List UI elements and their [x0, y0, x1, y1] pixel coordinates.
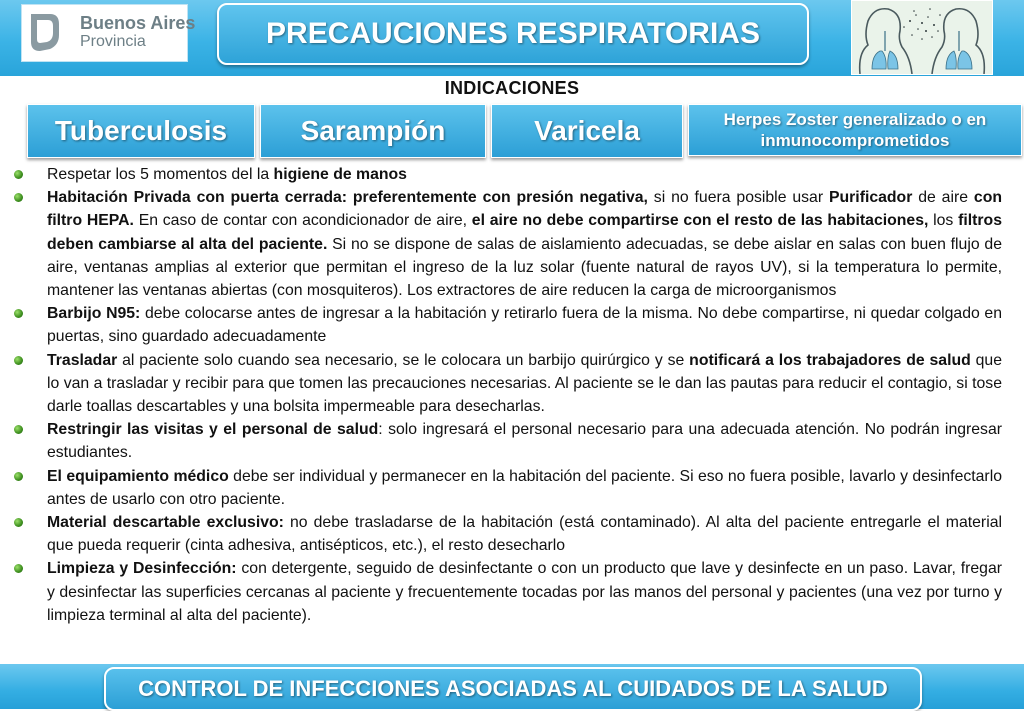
footer-title: CONTROL DE INFECCIONES ASOCIADAS AL CUIDADOS DE LA SALUD — [104, 667, 922, 711]
bullet-icon — [14, 356, 23, 365]
page-title: PRECAUCIONES RESPIRATORIAS — [217, 3, 809, 65]
lungs-illustration — [851, 0, 993, 75]
logo — [21, 4, 196, 62]
tab-tuberculosis[interactable]: Tuberculosis — [27, 104, 255, 158]
indications-list — [14, 163, 1002, 627]
item-text-bold: filtros deben cambiarse al alta del paciente. — [47, 212, 1002, 253]
list-item — [14, 557, 1002, 627]
item-text: Si no se dispone de salas de aislamiento adecuadas, se debe aislar en salas con buen flujo de aire, ventanas amplias al exterior que permitan el ingreso de la luz solar (fuente natural de rayos UV), si la temperatura lo permite, mantener las ventanas abiertas (con mosquiteros). Los extractores de aire reducen la carga de microorganismos — [47, 235, 1002, 300]
item-text-bold: Limpieza y Desinfección: — [47, 560, 237, 578]
item-text: : solo ingresará el personal necesario para una adecuada atención. No podrán ingresar estudiantes. — [47, 421, 1003, 462]
bullet-icon — [14, 472, 23, 481]
item-text-bold: notificará a los trabajadores de salud — [689, 351, 971, 369]
item-text: al paciente solo cuando sea necesario, se le colocara un barbijo quirúrgico y se — [117, 351, 690, 369]
list-item — [14, 465, 1002, 511]
bullet-icon — [14, 170, 23, 179]
item-text-bold: Purificador — [828, 189, 913, 207]
item-text-bold: Barbijo N95: — [47, 305, 141, 323]
item-text: que lo van a trasladar y recibir para que tomen las precauciones necesarias. Al paciente se le dan las pautas para reducir el contagio, si tose darle toallas descartables y una bolsita impermeable para desecharlas. — [47, 351, 1002, 416]
item-text-bold: Habitación Privada con puerta cerrada: preferentemente con presión negativa, — [47, 189, 648, 207]
list-item — [14, 302, 1002, 348]
item-text: Respetar los 5 momentos del la — [47, 166, 274, 183]
list-item — [14, 163, 1002, 186]
item-text-bold: con filtro HEPA. — [47, 189, 1002, 230]
bullet-icon — [14, 309, 23, 318]
logo-line2: Provincia — [80, 33, 146, 50]
list-item — [14, 349, 1002, 419]
list-item — [14, 511, 1002, 557]
item-text-bold: higiene de manos — [273, 166, 407, 183]
item-text: debe colocarse antes de ingresar a la habitación y retirarlo fuera de la misma. No debe compartirse, ni quedar colgado en puertas, sino guardado adecuadamente — [47, 305, 1002, 346]
bullet-icon — [14, 518, 23, 527]
tab-sarampion[interactable]: Sarampión — [260, 104, 486, 158]
tab-herpes-zoster[interactable]: Herpes Zoster generalizado o en inmunocomprometidos — [688, 104, 1022, 156]
section-subtitle: INDICACIONES — [444, 78, 580, 98]
item-text: con detergente, seguido de desinfectante o con un producto que lave y desinfecte en un paso. Lavar, fregar y desinfectar las superficies cercanas al paciente y frecuentemente tocadas por las manos del personal y pacientes (una vez por turno y limpieza terminal al alta del paciente). — [47, 560, 1002, 624]
bullet-icon — [14, 193, 23, 202]
tab-varicela[interactable]: Varicela — [491, 104, 683, 158]
list-item — [14, 186, 1002, 302]
list-item — [14, 418, 1002, 464]
bullet-icon — [14, 425, 23, 434]
item-text: no debe trasladarse de la habitación (está contaminado). Al alta del paciente entregarle el material que pueda requerir (cinta adhesiva, antisépticos, etc.), el resto desecharlo — [47, 514, 1002, 555]
item-text-bold: Trasladar — [47, 351, 118, 369]
item-text-bold: El equipamiento médico — [47, 467, 229, 485]
item-text: si no fuera posible usar — [647, 189, 829, 207]
item-text-bold: Material descartable exclusivo: — [47, 514, 284, 532]
logo-line1: Buenos Aires — [80, 13, 196, 33]
bullet-icon — [14, 564, 23, 573]
item-text-bold: Restringir las visitas y el personal de salud — [47, 421, 379, 439]
item-text-bold: el aire no debe compartirse con el resto de las habitaciones, — [471, 212, 929, 230]
item-text: debe ser individual y permanecer en la habitación del paciente. Si eso no fuera posible, lavarlo y desinfectarlo antes de usarlo con otro paciente. — [47, 467, 1002, 508]
province-map-icon — [28, 11, 62, 53]
item-text: de aire — [912, 189, 974, 207]
item-text: los — [928, 212, 959, 230]
lungs-icon — [852, 1, 992, 74]
item-text: En caso de contar con acondicionador de aire, — [133, 212, 472, 230]
